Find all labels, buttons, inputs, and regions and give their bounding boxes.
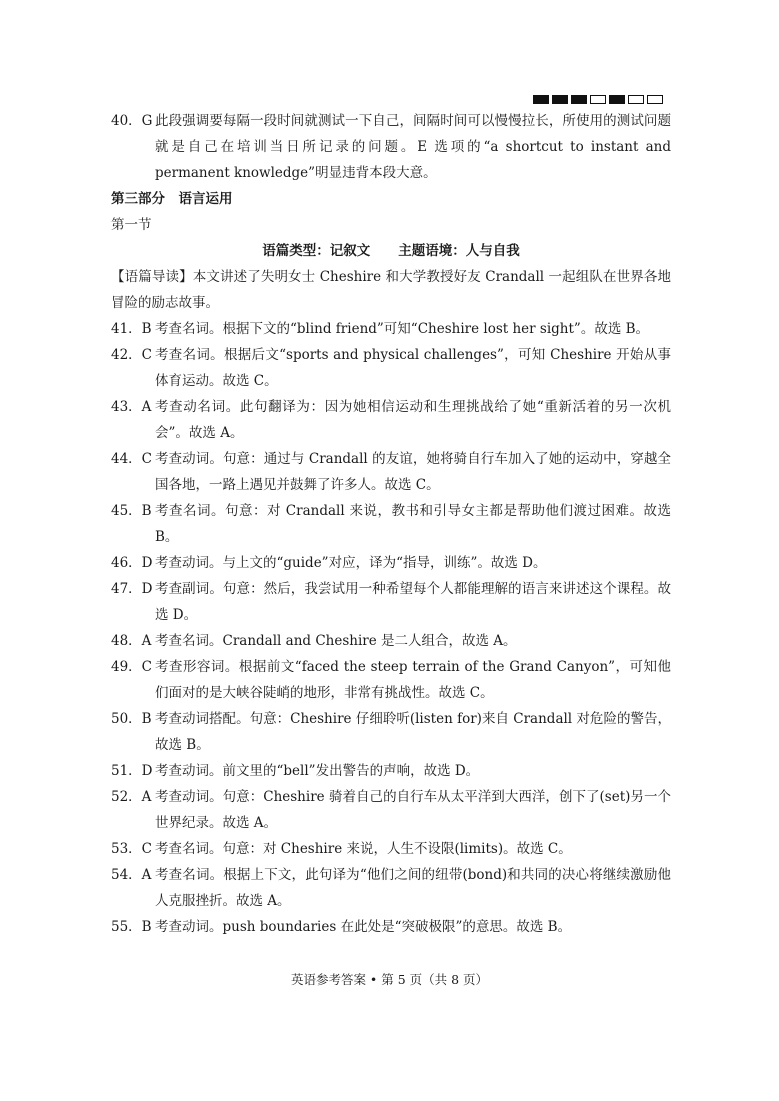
progress-mark-6 [628,95,644,104]
answer-explanation: 考查名词。句意：对 Cheshire 来说，人生不设限(limits)。故选 C。 [155,841,572,857]
progress-mark-7 [647,95,663,104]
answer-content [111,108,671,940]
answer-number: 48．A [111,633,152,649]
answer-number: 52．A [111,789,152,805]
answer-number: 51．D [111,763,153,779]
answer-number: 47．D [111,581,153,597]
answer-explanation: 考查副词。句意：然后，我尝试用一种希望每个人都能理解的语言来讲述这个课程。故选 D。 [155,581,671,623]
answer-explanation: 考查名词。Crandall and Cheshire 是二人组合，故选 A。 [155,633,517,649]
passage-genre: 语篇类型：记叙文 [262,243,371,259]
answer-explanation: 考查名词。根据上下文，此句译为“他们之间的纽带(bond)和共同的决心将继续激励他人克服挫折。故选 A。 [155,867,671,909]
answer-explanation: 考查动名词。此句翻译为：因为她相信运动和生理挑战给了她“重新活着的另一次机会”。故选 A。 [155,399,671,441]
answer-explanation: 考查形容词。根据前文“faced the steep terrain of the Grand Canyon”，可知他们面对的是大峡谷陡峭的地形，非常有挑战性。故选 C。 [155,659,671,701]
answer-explanation: 此段强调要每隔一段时间就测试一下自己，间隔时间可以慢慢拉长，所使用的测试问题就是自己在培训当日所记录的问题。E 选项的“a shortcut to instant and permanent knowledge”明显违背本段大意。 [155,113,671,181]
answer-item [111,784,671,836]
answer-explanation: 考查名词。根据下文的“blind friend”可知“Cheshire lost her sight”。故选 B。 [155,321,650,337]
answer-item [111,498,671,550]
answer-number: 40．G [111,113,153,129]
answer-explanation: 考查动词。与上文的“guide”对应，译为“指导，训练”。故选 D。 [155,555,547,571]
section-title: 第一节 [111,217,152,233]
answer-item [111,316,671,342]
progress-mark-5 [609,95,625,104]
answer-item [111,394,671,446]
answer-explanation: 考查名词。句意：对 Crandall 来说，教书和引导女主都是帮助他们渡过困难。故选 B。 [155,503,671,545]
answer-number: 49．C [111,659,153,675]
part-title: 第三部分 语言运用 [111,191,233,207]
answer-explanation: 考查动词。前文里的“bell”发出警告的声响，故选 D。 [155,763,480,779]
passage-info [111,238,671,264]
passage-theme: 主题语境：人与自我 [398,243,520,259]
answer-number: 53．C [111,841,153,857]
passage-intro: 【语篇导读】本文讲述了失明女士 Cheshire 和大学教授好友 Crandall 一起组队在世界各地冒险的励志故事。 [111,269,671,311]
answer-explanation: 考查动词。句意：Cheshire 骑着自己的自行车从太平洋到大西洋，创下了(set)另一个世界纪录。故选 A。 [155,789,671,831]
progress-mark-4 [590,95,606,104]
answer-item [111,836,671,862]
answer-number: 42．C [111,347,153,363]
answer-number: 43．A [111,399,152,415]
answer-item [111,576,671,628]
answer-item [111,914,671,940]
answer-number: 55．B [111,919,152,935]
answer-item [111,758,671,784]
answer-explanation: 考查名词。根据后文“sports and physical challenges”，可知 Cheshire 开始从事体育运动。故选 C。 [155,347,671,389]
progress-mark-1 [533,95,549,104]
answer-item [111,628,671,654]
progress-mark-3 [571,95,587,104]
answer-number: 44．C [111,451,153,467]
page-footer: 英语参考答案 • 第 5 页（共 8 页） [290,972,489,987]
answer-number: 41．B [111,321,152,337]
answer-item [111,706,671,758]
answer-number: 46．D [111,555,153,571]
answer-item [111,550,671,576]
answer-number: 45．B [111,503,152,519]
answer-item-40 [111,108,671,186]
answer-explanation: 考查动词。push boundaries 在此处是“突破极限”的意思。故选 B。 [155,919,572,935]
answer-item [111,446,671,498]
answer-item [111,654,671,706]
answer-item [111,862,671,914]
page-progress-marks [533,95,663,104]
answer-item [111,342,671,394]
answer-number: 50．B [111,711,152,727]
answer-explanation: 考查动词搭配。句意：Cheshire 仔细聆听(listen for)来自 Crandall 对危险的警告，故选 B。 [155,711,671,753]
answer-number: 54．A [111,867,152,883]
progress-mark-2 [552,95,568,104]
answer-explanation: 考查动词。句意：通过与 Crandall 的友谊，她将骑自行车加入了她的运动中，穿越全国各地，一路上遇见并鼓舞了许多人。故选 C。 [155,451,671,493]
